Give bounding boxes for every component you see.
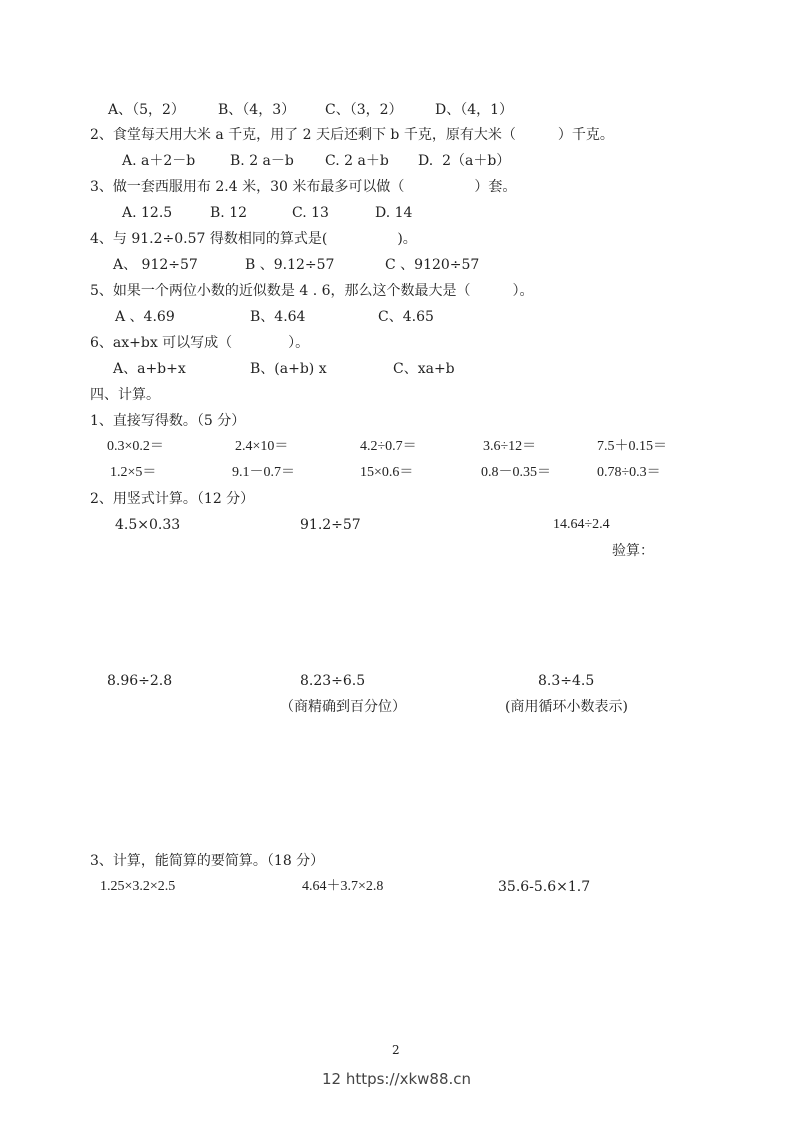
q3-stem: 3、做一套西服用布 2.4 米，30 米布最多可以做（ ）套。	[90, 179, 517, 195]
q1-option-a: A、（5，2）	[108, 102, 185, 118]
mental-item: 2.4×10＝	[235, 439, 289, 454]
calc-note: （商精确到百分位）	[280, 699, 406, 715]
q2-stem: 2、食堂每天用大米 a 千克，用了 2 天后还剩下 b 千克，原有大米（ ）千克。	[90, 127, 614, 143]
q4-option-c: C 、9120÷57	[385, 257, 480, 273]
mental-item: 0.8－0.35＝	[481, 465, 551, 480]
page-number: 2	[392, 1043, 400, 1057]
section-heading: 四、计算。	[90, 387, 160, 403]
mental-item: 1.2×5＝	[110, 465, 157, 480]
q1-option-c: C、（3，2）	[325, 102, 403, 118]
simplify-item: 4.64＋3.7×2.8	[302, 879, 384, 894]
calc-note: (商用循环小数表示)	[505, 699, 628, 715]
q6-option-a: A、a+b+x	[113, 361, 186, 377]
check-label: 验算：	[612, 543, 654, 559]
q6-option-c: C、xa+b	[393, 361, 455, 377]
part2-title: 2、用竖式计算。（12 分）	[90, 491, 255, 507]
mental-item: 15×0.6＝	[360, 465, 414, 480]
mental-item: 9.1－0.7＝	[232, 465, 295, 480]
vertical-calc-item: 91.2÷57	[300, 517, 361, 533]
q5-option-b: B、4.64	[250, 309, 306, 325]
vertical-calc-item: 8.23÷6.5	[300, 673, 366, 689]
mental-item: 4.2÷0.7＝	[360, 439, 417, 454]
q3-option-a: A. 12.5	[122, 205, 173, 221]
vertical-calc-item: 4.5×0.33	[115, 517, 181, 533]
q2-option-a: A. a＋2－b	[122, 153, 196, 169]
q5-option-c: C、4.65	[378, 309, 434, 325]
q1-option-d: D、（4，1）	[435, 102, 514, 118]
q2-option-d: D. 2（a＋b）	[418, 153, 511, 169]
q3-option-c: C. 13	[292, 205, 329, 221]
mental-item: 3.6÷12＝	[483, 439, 537, 454]
simplify-item: 1.25×3.2×2.5	[100, 879, 176, 894]
mental-item: 0.78÷0.3＝	[597, 465, 661, 480]
q3-option-d: D. 14	[375, 205, 413, 221]
part1-title: 1、直接写得数。（5 分）	[90, 413, 246, 429]
q2-option-c: C. 2 a＋b	[325, 153, 389, 169]
vertical-calc-item: 8.3÷4.5	[538, 673, 595, 689]
watermark: 12 https://xkw88.cn	[321, 1070, 472, 1088]
q2-option-b: B. 2 a－b	[230, 153, 294, 169]
q6-option-b: B、(a+b) x	[250, 361, 327, 377]
q4-option-a: A、 912÷57	[113, 257, 198, 273]
q4-stem: 4、与 91.2÷0.57 得数相同的算式是( )。	[90, 231, 417, 247]
part3-title: 3、计算，能简算的要简算。（18 分）	[90, 853, 325, 869]
simplify-item: 35.6-5.6×1.7	[498, 879, 591, 895]
q4-option-b: B 、9.12÷57	[245, 257, 335, 273]
q1-option-b: B、（4，3）	[218, 102, 296, 118]
q3-option-b: B. 12	[210, 205, 248, 221]
vertical-calc-item: 14.64÷2.4	[553, 517, 610, 532]
q6-stem: 6、ax+bx 可以写成（ ）。	[90, 335, 310, 351]
mental-item: 7.5＋0.15＝	[597, 439, 667, 454]
vertical-calc-item: 8.96÷2.8	[107, 673, 173, 689]
mental-item: 0.3×0.2＝	[107, 439, 164, 454]
q5-option-a: A 、4.69	[115, 309, 175, 325]
q5-stem: 5、如果一个两位小数的近似数是 4 . 6，那么这个数最大是（ ）。	[90, 283, 534, 299]
